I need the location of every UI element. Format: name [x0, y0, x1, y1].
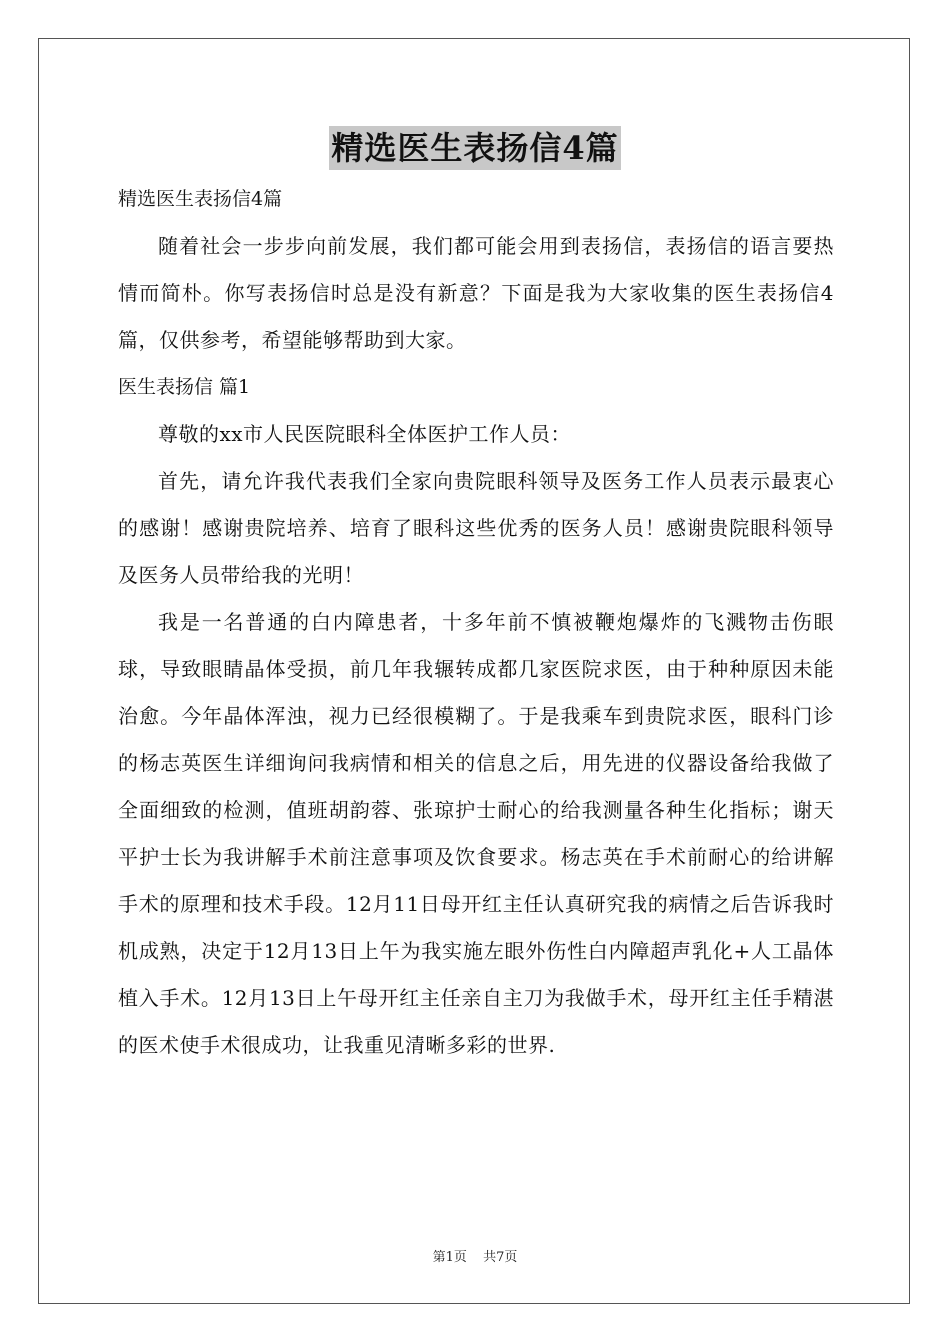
document-subtitle: 精选医生表扬信4篇 — [118, 188, 283, 210]
document-body — [118, 176, 834, 1069]
salutation: 尊敬的xx市人民医院眼科全体医护工作人员： — [158, 422, 572, 446]
page-total: 共7页 — [483, 1250, 518, 1265]
document-title-text: 精选医生表扬信4篇 — [329, 126, 620, 170]
body-paragraph-2: 我是一名普通的白内障患者，十多年前不慎被鞭炮爆炸的飞溅物击伤眼球，导致眼睛晶体受损，前几年我辗转成都几家医院求医，由于种种原因未能治愈。今年晶体浑浊，视力已经很模糊了。于是我乘车到贵院求医，眼科门诊的杨志英医生详细询问我病情和相关的信息之后，用先进的仪器设备给我做了全面细致的检测，值班胡韵蓉、张琼护士耐心的给我测量各种生化指标；谢天平护士长为我讲解手术前注意事项及饮食要求。杨志英在手术前耐心的给讲解手术的原理和技术手段。12月11日母开红主任认真研究我的病情之后告诉我时机成熟，决定于12月13日上午为我实施左眼外伤性白内障超声乳化+人工晶体植入手术。12月13日上午母开红主任亲自主刀为我做手术，母开红主任手精湛的医术使手术很成功，让我重见清晰多彩的世界. — [118, 610, 834, 1057]
document-title — [0, 126, 950, 170]
body-paragraph-1: 首先，请允许我代表我们全家向贵院眼科领导及医务工作人员表示最衷心的感谢！感谢贵院培养、培育了眼科这些优秀的医务人员！感谢贵院眼科领导及医务人员带给我的光明！ — [118, 469, 834, 587]
page-number: 第1页 — [432, 1250, 467, 1265]
section-heading: 医生表扬信 篇1 — [118, 376, 251, 398]
page-footer — [0, 1246, 950, 1265]
intro-paragraph: 随着社会一步步向前发展，我们都可能会用到表扬信，表扬信的语言要热情而简朴。你写表扬信时总是没有新意？下面是我为大家收集的医生表扬信4篇，仅供参考，希望能够帮助到大家。 — [118, 234, 834, 352]
